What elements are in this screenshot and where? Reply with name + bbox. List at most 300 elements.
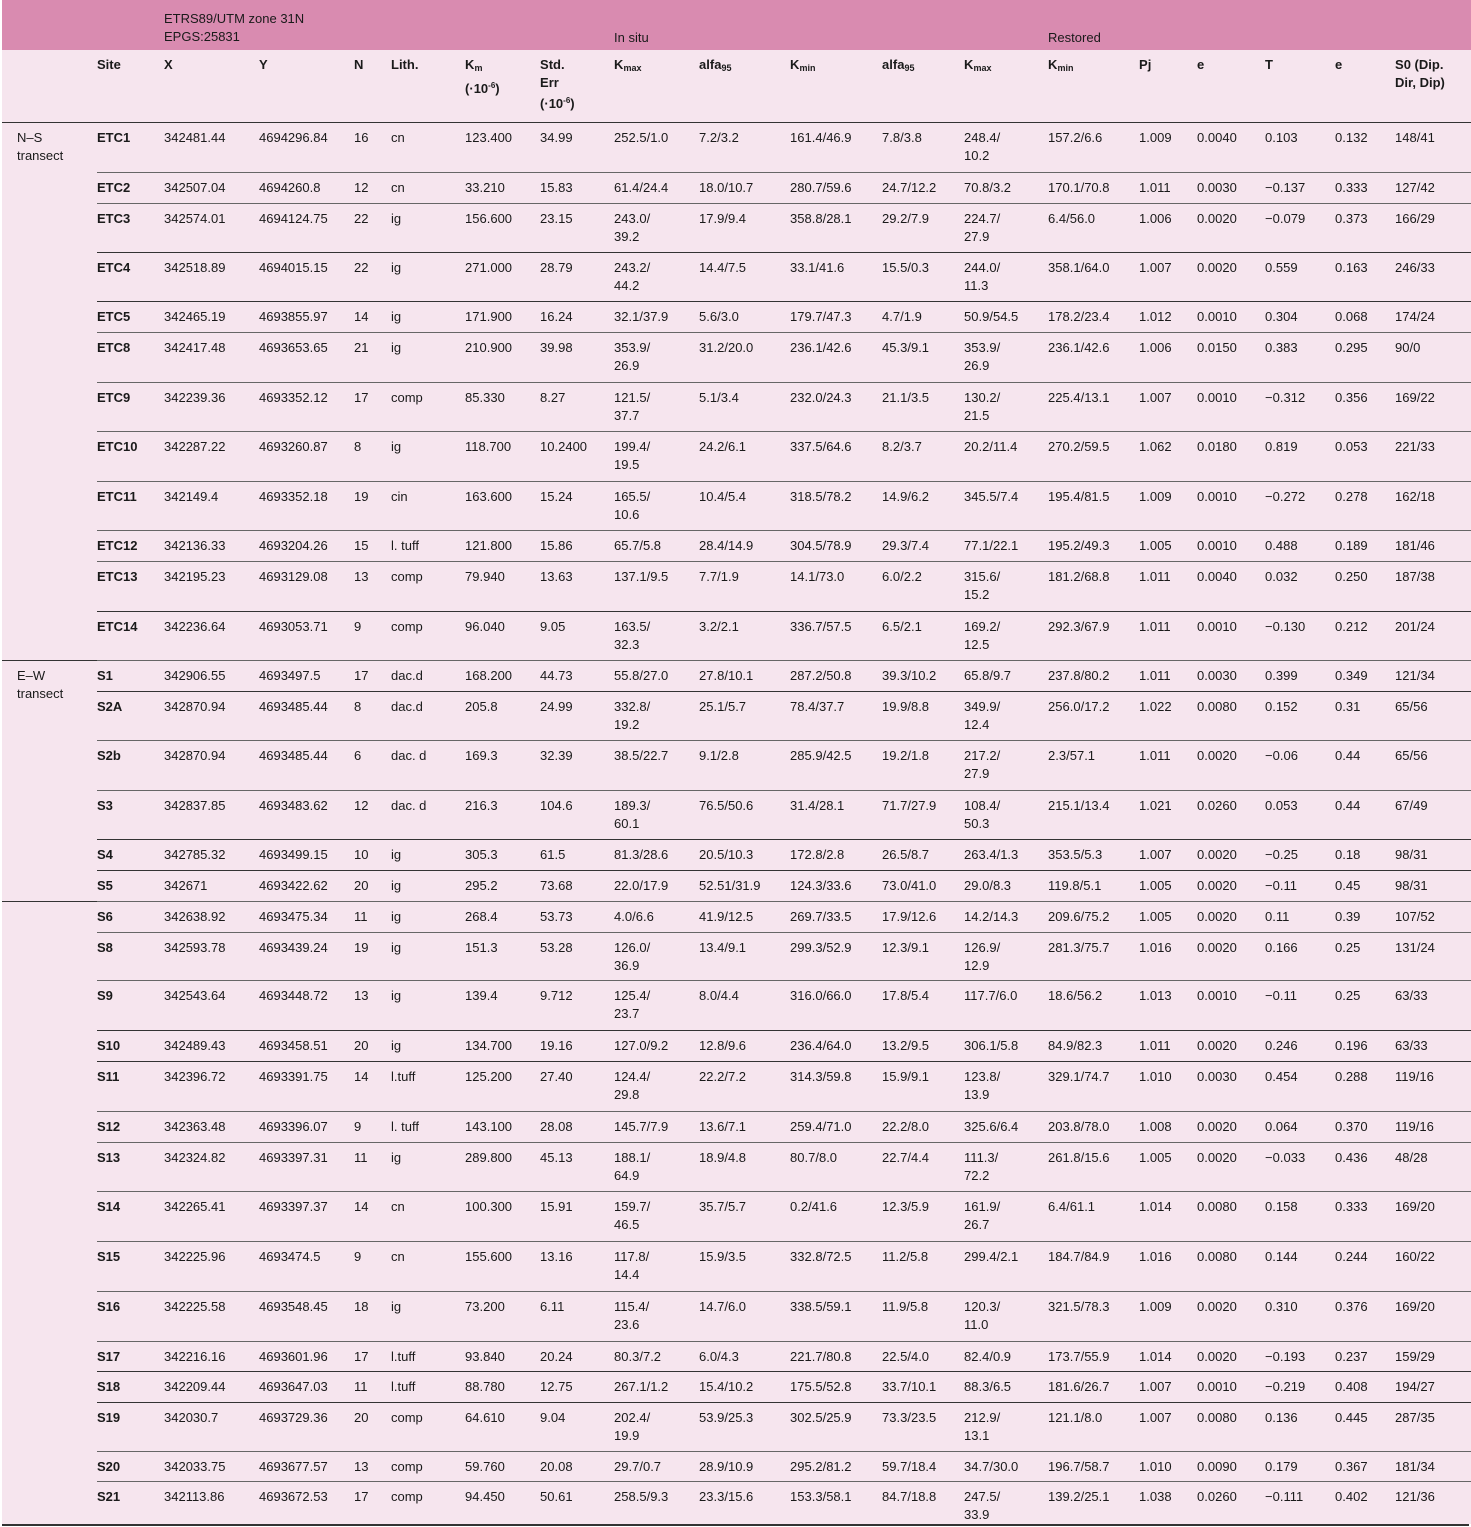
site-cell: ETC14 — [97, 612, 164, 661]
data-cell: 18.9/4.8 — [699, 1143, 790, 1192]
data-cell: 4694296.84 — [259, 123, 354, 173]
data-cell: 63/33 — [1395, 1031, 1471, 1062]
data-cell: 1.010 — [1139, 1452, 1197, 1482]
data-cell: 1.005 — [1139, 902, 1197, 933]
data-cell: 45.3/9.1 — [882, 333, 964, 383]
data-cell: ig — [391, 933, 465, 981]
data-cell: 22 — [354, 253, 391, 302]
data-cell: 59.760 — [465, 1452, 540, 1482]
data-cell: 119.8/5.1 — [1048, 871, 1139, 902]
data-cell: 117.8/ 14.4 — [614, 1242, 699, 1292]
data-cell: 342396.72 — [164, 1062, 259, 1112]
data-cell: 8.27 — [540, 383, 614, 432]
data-cell: 0.0010 — [1197, 1372, 1265, 1403]
data-cell: 0.295 — [1335, 333, 1395, 383]
data-cell: 15.4/10.2 — [699, 1372, 790, 1403]
data-cell: 32.39 — [540, 741, 614, 791]
data-cell: 1.011 — [1139, 741, 1197, 791]
site-cell: S6 — [97, 902, 164, 933]
data-cell: 342239.36 — [164, 383, 259, 432]
data-cell: 281.3/75.7 — [1048, 933, 1139, 981]
data-cell: 0.445 — [1335, 1403, 1395, 1452]
data-cell: dac.d — [391, 661, 465, 692]
data-cell: 14 — [354, 302, 391, 333]
data-cell: 342481.44 — [164, 123, 259, 173]
data-cell: 163.5/ 32.3 — [614, 612, 699, 661]
data-cell: 80.3/7.2 — [614, 1342, 699, 1372]
data-cell: 4693129.08 — [259, 562, 354, 612]
data-cell: 17 — [354, 1482, 391, 1525]
data-cell: 285.9/42.5 — [790, 741, 882, 791]
data-cell: 24.7/12.2 — [882, 173, 964, 204]
site-cell: ETC1 — [97, 123, 164, 173]
table-row — [2, 1292, 1471, 1342]
site-cell: S12 — [97, 1112, 164, 1143]
data-cell: 342287.22 — [164, 432, 259, 482]
data-cell: 174/24 — [1395, 302, 1471, 333]
data-cell: 22.7/4.4 — [882, 1143, 964, 1192]
data-cell: 0.152 — [1265, 692, 1335, 741]
data-cell: 53.73 — [540, 902, 614, 933]
data-cell: 181/46 — [1395, 531, 1471, 562]
data-cell: 145.7/7.9 — [614, 1112, 699, 1143]
data-cell: 19 — [354, 933, 391, 981]
data-cell: 287/35 — [1395, 1403, 1471, 1452]
data-cell: 1.007 — [1139, 1372, 1197, 1403]
data-cell: 4693397.37 — [259, 1192, 354, 1242]
data-cell: 159.7/ 46.5 — [614, 1192, 699, 1242]
data-cell: 6.0/2.2 — [882, 562, 964, 612]
data-cell: 0.0080 — [1197, 1403, 1265, 1452]
data-cell: 88.3/6.5 — [964, 1372, 1048, 1403]
data-cell: 0.136 — [1265, 1403, 1335, 1452]
data-cell: 263.4/1.3 — [964, 840, 1048, 871]
data-cell: 225.4/13.1 — [1048, 383, 1139, 432]
data-cell: 1.014 — [1139, 1342, 1197, 1372]
data-cell: 22.0/17.9 — [614, 871, 699, 902]
data-cell: 342265.41 — [164, 1192, 259, 1242]
table-row — [2, 902, 1471, 933]
data-cell: 0.0020 — [1197, 1292, 1265, 1342]
data-cell: 4693474.5 — [259, 1242, 354, 1292]
data-cell: 27.40 — [540, 1062, 614, 1112]
data-cell: 202.4/ 19.9 — [614, 1403, 699, 1452]
data-cell: 20.24 — [540, 1342, 614, 1372]
data-cell: ig — [391, 840, 465, 871]
transect-group-label — [17, 902, 97, 1525]
data-cell: 8 — [354, 432, 391, 482]
site-cell: ETC2 — [97, 173, 164, 204]
data-cell: −0.11 — [1265, 981, 1335, 1031]
data-cell: 82.4/0.9 — [964, 1342, 1048, 1372]
data-cell: 0.0010 — [1197, 981, 1265, 1031]
data-cell: 0.103 — [1265, 123, 1335, 173]
data-cell: 1.005 — [1139, 1143, 1197, 1192]
data-cell: 212.9/ 13.1 — [964, 1403, 1048, 1452]
data-cell: 280.7/59.6 — [790, 173, 882, 204]
data-cell: 299.4/2.1 — [964, 1242, 1048, 1292]
data-cell: −0.137 — [1265, 173, 1335, 204]
data-cell: 0.064 — [1265, 1112, 1335, 1143]
data-cell: 4693204.26 — [259, 531, 354, 562]
data-cell: comp — [391, 1452, 465, 1482]
data-cell: 21.1/3.5 — [882, 383, 964, 432]
data-cell: 12.75 — [540, 1372, 614, 1403]
data-cell: ig — [391, 902, 465, 933]
data-cell: −0.272 — [1265, 482, 1335, 531]
data-cell: 0.246 — [1265, 1031, 1335, 1062]
data-cell: 0.0020 — [1197, 902, 1265, 933]
data-cell: 295.2 — [465, 871, 540, 902]
data-cell: 14.2/14.3 — [964, 902, 1048, 933]
data-cell: 4693548.45 — [259, 1292, 354, 1342]
data-cell: ig — [391, 302, 465, 333]
in-situ-header: In situ — [614, 0, 699, 50]
table-bottom-rule — [2, 1524, 1469, 1526]
data-cell: 243.2/ 44.2 — [614, 253, 699, 302]
crs-line-1: ETRS89/UTM zone 31N — [164, 11, 305, 26]
data-cell: 64.610 — [465, 1403, 540, 1452]
data-cell: 0.0180 — [1197, 432, 1265, 482]
data-cell: 171.900 — [465, 302, 540, 333]
data-cell: 270.2/59.5 — [1048, 432, 1139, 482]
data-cell: 35.7/5.7 — [699, 1192, 790, 1242]
data-cell: 0.488 — [1265, 531, 1335, 562]
data-cell: 259.4/71.0 — [790, 1112, 882, 1143]
data-cell: 4693483.62 — [259, 791, 354, 840]
data-cell: 236.4/64.0 — [790, 1031, 882, 1062]
data-cell: ig — [391, 204, 465, 253]
data-cell: 1.007 — [1139, 840, 1197, 871]
data-cell: 77.1/22.1 — [964, 531, 1048, 562]
data-cell: 13.6/7.1 — [699, 1112, 790, 1143]
data-cell: 10 — [354, 840, 391, 871]
data-cell: 4693485.44 — [259, 692, 354, 741]
col-t: T — [1265, 50, 1335, 123]
data-cell: comp — [391, 612, 465, 661]
data-cell: 342870.94 — [164, 692, 259, 741]
data-cell: l.tuff — [391, 1372, 465, 1403]
data-cell: 124.4/ 29.8 — [614, 1062, 699, 1112]
site-cell: S17 — [97, 1342, 164, 1372]
data-cell: 166/29 — [1395, 204, 1471, 253]
data-cell: 1.010 — [1139, 1062, 1197, 1112]
data-cell: 21 — [354, 333, 391, 383]
data-cell: comp — [391, 1403, 465, 1452]
data-cell: 33.1/41.6 — [790, 253, 882, 302]
site-cell: S1 — [97, 661, 164, 692]
data-cell: 120.3/ 11.0 — [964, 1292, 1048, 1342]
data-cell: 0.032 — [1265, 562, 1335, 612]
data-cell: ig — [391, 1292, 465, 1342]
table-row — [2, 302, 1471, 333]
data-cell: 100.300 — [465, 1192, 540, 1242]
transect-group-label: E–W transect — [17, 661, 97, 902]
data-cell: 44.73 — [540, 661, 614, 692]
data-cell: −0.130 — [1265, 612, 1335, 661]
data-cell: ig — [391, 871, 465, 902]
data-cell: 155.600 — [465, 1242, 540, 1292]
data-cell: 121.1/8.0 — [1048, 1403, 1139, 1452]
data-cell: 0.053 — [1335, 432, 1395, 482]
data-cell: 0.288 — [1335, 1062, 1395, 1112]
data-cell: 321.5/78.3 — [1048, 1292, 1139, 1342]
data-cell: ig — [391, 1143, 465, 1192]
data-cell: 1.009 — [1139, 1292, 1197, 1342]
header-band — [2, 0, 1471, 50]
data-cell: dac.d — [391, 692, 465, 741]
data-cell: 121.5/ 37.7 — [614, 383, 699, 432]
data-cell: 27.8/10.1 — [699, 661, 790, 692]
site-cell: S13 — [97, 1143, 164, 1192]
column-header-row — [2, 50, 1471, 123]
table-row — [2, 1031, 1471, 1062]
data-cell: 4693653.65 — [259, 333, 354, 383]
data-cell: 7.8/3.8 — [882, 123, 964, 173]
data-cell: 17.8/5.4 — [882, 981, 964, 1031]
data-cell: cn — [391, 1242, 465, 1292]
data-cell: 342225.96 — [164, 1242, 259, 1292]
data-cell: 1.011 — [1139, 612, 1197, 661]
data-cell: 342216.16 — [164, 1342, 259, 1372]
col-std-err: Std. Err $(\cdot 10^{-6})$ — [540, 50, 614, 123]
data-cell: 0.559 — [1265, 253, 1335, 302]
data-cell: 268.4 — [465, 902, 540, 933]
data-cell: 4693260.87 — [259, 432, 354, 482]
data-cell: 342236.64 — [164, 612, 259, 661]
site-cell: S2b — [97, 741, 164, 791]
crs-line-2: EPGS:25831 — [164, 29, 240, 44]
data-cell: 65.8/9.7 — [964, 661, 1048, 692]
data-cell: 342671 — [164, 871, 259, 902]
site-cell: ETC11 — [97, 482, 164, 531]
data-cell: 172.8/2.8 — [790, 840, 882, 871]
data-cell: 289.800 — [465, 1143, 540, 1192]
data-cell: 0.454 — [1265, 1062, 1335, 1112]
data-cell: 126.9/ 12.9 — [964, 933, 1048, 981]
data-cell: 4693458.51 — [259, 1031, 354, 1062]
data-cell: 53.9/25.3 — [699, 1403, 790, 1452]
data-cell: 337.5/64.6 — [790, 432, 882, 482]
data-cell: 29.7/0.7 — [614, 1452, 699, 1482]
data-cell: 342113.86 — [164, 1482, 259, 1525]
data-cell: 181.6/26.7 — [1048, 1372, 1139, 1403]
data-cell: 17.9/12.6 — [882, 902, 964, 933]
data-cell: 0.250 — [1335, 562, 1395, 612]
data-cell: 13.4/9.1 — [699, 933, 790, 981]
data-cell: 1.006 — [1139, 333, 1197, 383]
site-cell: S8 — [97, 933, 164, 981]
data-cell: 0.376 — [1335, 1292, 1395, 1342]
data-cell: −0.193 — [1265, 1342, 1335, 1372]
data-cell: 14.7/6.0 — [699, 1292, 790, 1342]
site-cell: S9 — [97, 981, 164, 1031]
data-cell: 0.44 — [1335, 741, 1395, 791]
data-cell: 342030.7 — [164, 1403, 259, 1452]
data-cell: 0.132 — [1335, 123, 1395, 173]
data-cell: dac. d — [391, 741, 465, 791]
data-cell: 13 — [354, 981, 391, 1031]
table-row — [2, 791, 1471, 840]
data-cell: 1.022 — [1139, 692, 1197, 741]
data-cell: −0.033 — [1265, 1143, 1335, 1192]
data-cell: 244.0/ 11.3 — [964, 253, 1048, 302]
data-cell: 187/38 — [1395, 562, 1471, 612]
data-cell: −0.25 — [1265, 840, 1335, 871]
data-cell: −0.312 — [1265, 383, 1335, 432]
data-cell: 78.4/37.7 — [790, 692, 882, 741]
data-cell: 1.011 — [1139, 661, 1197, 692]
data-cell: −0.111 — [1265, 1482, 1335, 1525]
data-cell: 26.5/8.7 — [882, 840, 964, 871]
table-row — [2, 253, 1471, 302]
col-y: Y — [259, 50, 354, 123]
data-cell: 12.8/9.6 — [699, 1031, 790, 1062]
data-cell: 9.05 — [540, 612, 614, 661]
data-cell: 1.014 — [1139, 1192, 1197, 1242]
data-cell: 271.000 — [465, 253, 540, 302]
data-cell: 41.9/12.5 — [699, 902, 790, 933]
table-row — [2, 531, 1471, 562]
data-cell: 175.5/52.8 — [790, 1372, 882, 1403]
data-cell: 0.0040 — [1197, 562, 1265, 612]
data-cell: 336.7/57.5 — [790, 612, 882, 661]
data-cell: 125.200 — [465, 1062, 540, 1112]
data-cell: 117.7/6.0 — [964, 981, 1048, 1031]
table-row — [2, 1112, 1471, 1143]
data-cell: 345.5/7.4 — [964, 482, 1048, 531]
data-cell: 16 — [354, 123, 391, 173]
data-cell: 318.5/78.2 — [790, 482, 882, 531]
table-row — [2, 692, 1471, 741]
data-cell: 353.9/ 26.9 — [964, 333, 1048, 383]
data-table-container — [2, 0, 1469, 1524]
data-cell: 23.3/15.6 — [699, 1482, 790, 1525]
data-cell: 121/36 — [1395, 1482, 1471, 1525]
data-cell: 139.2/25.1 — [1048, 1482, 1139, 1525]
data-cell: 53.28 — [540, 933, 614, 981]
data-cell: 0.0260 — [1197, 791, 1265, 840]
col-s0: S0 (Dip. Dir, Dip) — [1395, 50, 1471, 123]
data-cell: 0.356 — [1335, 383, 1395, 432]
data-cell: 1.016 — [1139, 1242, 1197, 1292]
data-cell: 9.04 — [540, 1403, 614, 1452]
data-cell: 201/24 — [1395, 612, 1471, 661]
table-row — [2, 1342, 1471, 1372]
data-cell: 34.99 — [540, 123, 614, 173]
data-cell: ig — [391, 432, 465, 482]
col-pj: Pj — [1139, 50, 1197, 123]
data-cell: 247.5/ 33.9 — [964, 1482, 1048, 1525]
col-e1: e — [1197, 50, 1265, 123]
data-cell: 9.712 — [540, 981, 614, 1031]
data-cell: 4693352.18 — [259, 482, 354, 531]
data-cell: 1.005 — [1139, 871, 1197, 902]
data-cell: 4.0/6.6 — [614, 902, 699, 933]
data-cell: 0.196 — [1335, 1031, 1395, 1062]
data-cell: 156.600 — [465, 204, 540, 253]
data-cell: 0.25 — [1335, 981, 1395, 1031]
data-cell: 10.2400 — [540, 432, 614, 482]
data-cell: 131/24 — [1395, 933, 1471, 981]
site-cell: S10 — [97, 1031, 164, 1062]
data-cell: 0.304 — [1265, 302, 1335, 333]
data-cell: 70.8/3.2 — [964, 173, 1048, 204]
data-cell: 85.330 — [465, 383, 540, 432]
data-cell: 127.0/9.2 — [614, 1031, 699, 1062]
table-row — [2, 871, 1471, 902]
data-cell: 0.11 — [1265, 902, 1335, 933]
col-insitu-kmin-alfa95: alfa$_{95}$ — [882, 50, 964, 123]
data-cell: 332.8/ 19.2 — [614, 692, 699, 741]
data-cell: 139.4 — [465, 981, 540, 1031]
data-cell: 0.0040 — [1197, 123, 1265, 173]
data-cell: 179.7/47.3 — [790, 302, 882, 333]
data-cell: 221/33 — [1395, 432, 1471, 482]
data-cell: 161.9/ 26.7 — [964, 1192, 1048, 1242]
data-cell: 252.5/1.0 — [614, 123, 699, 173]
data-cell: 194/27 — [1395, 1372, 1471, 1403]
data-cell: 205.8 — [465, 692, 540, 741]
data-cell: 84.9/82.3 — [1048, 1031, 1139, 1062]
table-row — [2, 333, 1471, 383]
data-cell: 9.1/2.8 — [699, 741, 790, 791]
data-cell: 31.4/28.1 — [790, 791, 882, 840]
site-cell: ETC13 — [97, 562, 164, 612]
data-cell: 96.040 — [465, 612, 540, 661]
data-cell: 162/18 — [1395, 482, 1471, 531]
table-row — [2, 1192, 1471, 1242]
data-cell: 79.940 — [465, 562, 540, 612]
data-cell: 0.0150 — [1197, 333, 1265, 383]
data-cell: 342593.78 — [164, 933, 259, 981]
col-km: $K_m$ $(\cdot 10^{-6})$ — [465, 50, 540, 123]
site-cell: ETC5 — [97, 302, 164, 333]
data-cell: 236.1/42.6 — [790, 333, 882, 383]
data-cell: 52.51/31.9 — [699, 871, 790, 902]
data-cell: 14 — [354, 1062, 391, 1112]
col-insitu-kmin: $K_{min}$ — [790, 50, 882, 123]
data-cell: 256.0/17.2 — [1048, 692, 1139, 741]
table-row — [2, 612, 1471, 661]
data-cell: 4693422.62 — [259, 871, 354, 902]
data-cell: 0.0010 — [1197, 531, 1265, 562]
data-cell: l.tuff — [391, 1062, 465, 1112]
data-cell: 0.0010 — [1197, 482, 1265, 531]
data-cell: 0.370 — [1335, 1112, 1395, 1143]
data-cell: 4693396.07 — [259, 1112, 354, 1143]
data-cell: 199.4/ 19.5 — [614, 432, 699, 482]
data-cell: 10.4/5.4 — [699, 482, 790, 531]
data-cell: 29.0/8.3 — [964, 871, 1048, 902]
data-cell: 325.6/6.4 — [964, 1112, 1048, 1143]
site-cell: S11 — [97, 1062, 164, 1112]
data-cell: 15.9/3.5 — [699, 1242, 790, 1292]
data-cell: l. tuff — [391, 1112, 465, 1143]
data-cell: 0.310 — [1265, 1292, 1335, 1342]
data-cell: 17 — [354, 1342, 391, 1372]
data-cell: 165.5/ 10.6 — [614, 482, 699, 531]
data-cell: 18.0/10.7 — [699, 173, 790, 204]
data-cell: 163.600 — [465, 482, 540, 531]
data-cell: 4693855.97 — [259, 302, 354, 333]
data-cell: 4693475.34 — [259, 902, 354, 933]
data-cell: 169/22 — [1395, 383, 1471, 432]
data-cell: 342837.85 — [164, 791, 259, 840]
data-cell: 292.3/67.9 — [1048, 612, 1139, 661]
data-cell: 342033.75 — [164, 1452, 259, 1482]
data-cell: 342225.58 — [164, 1292, 259, 1342]
